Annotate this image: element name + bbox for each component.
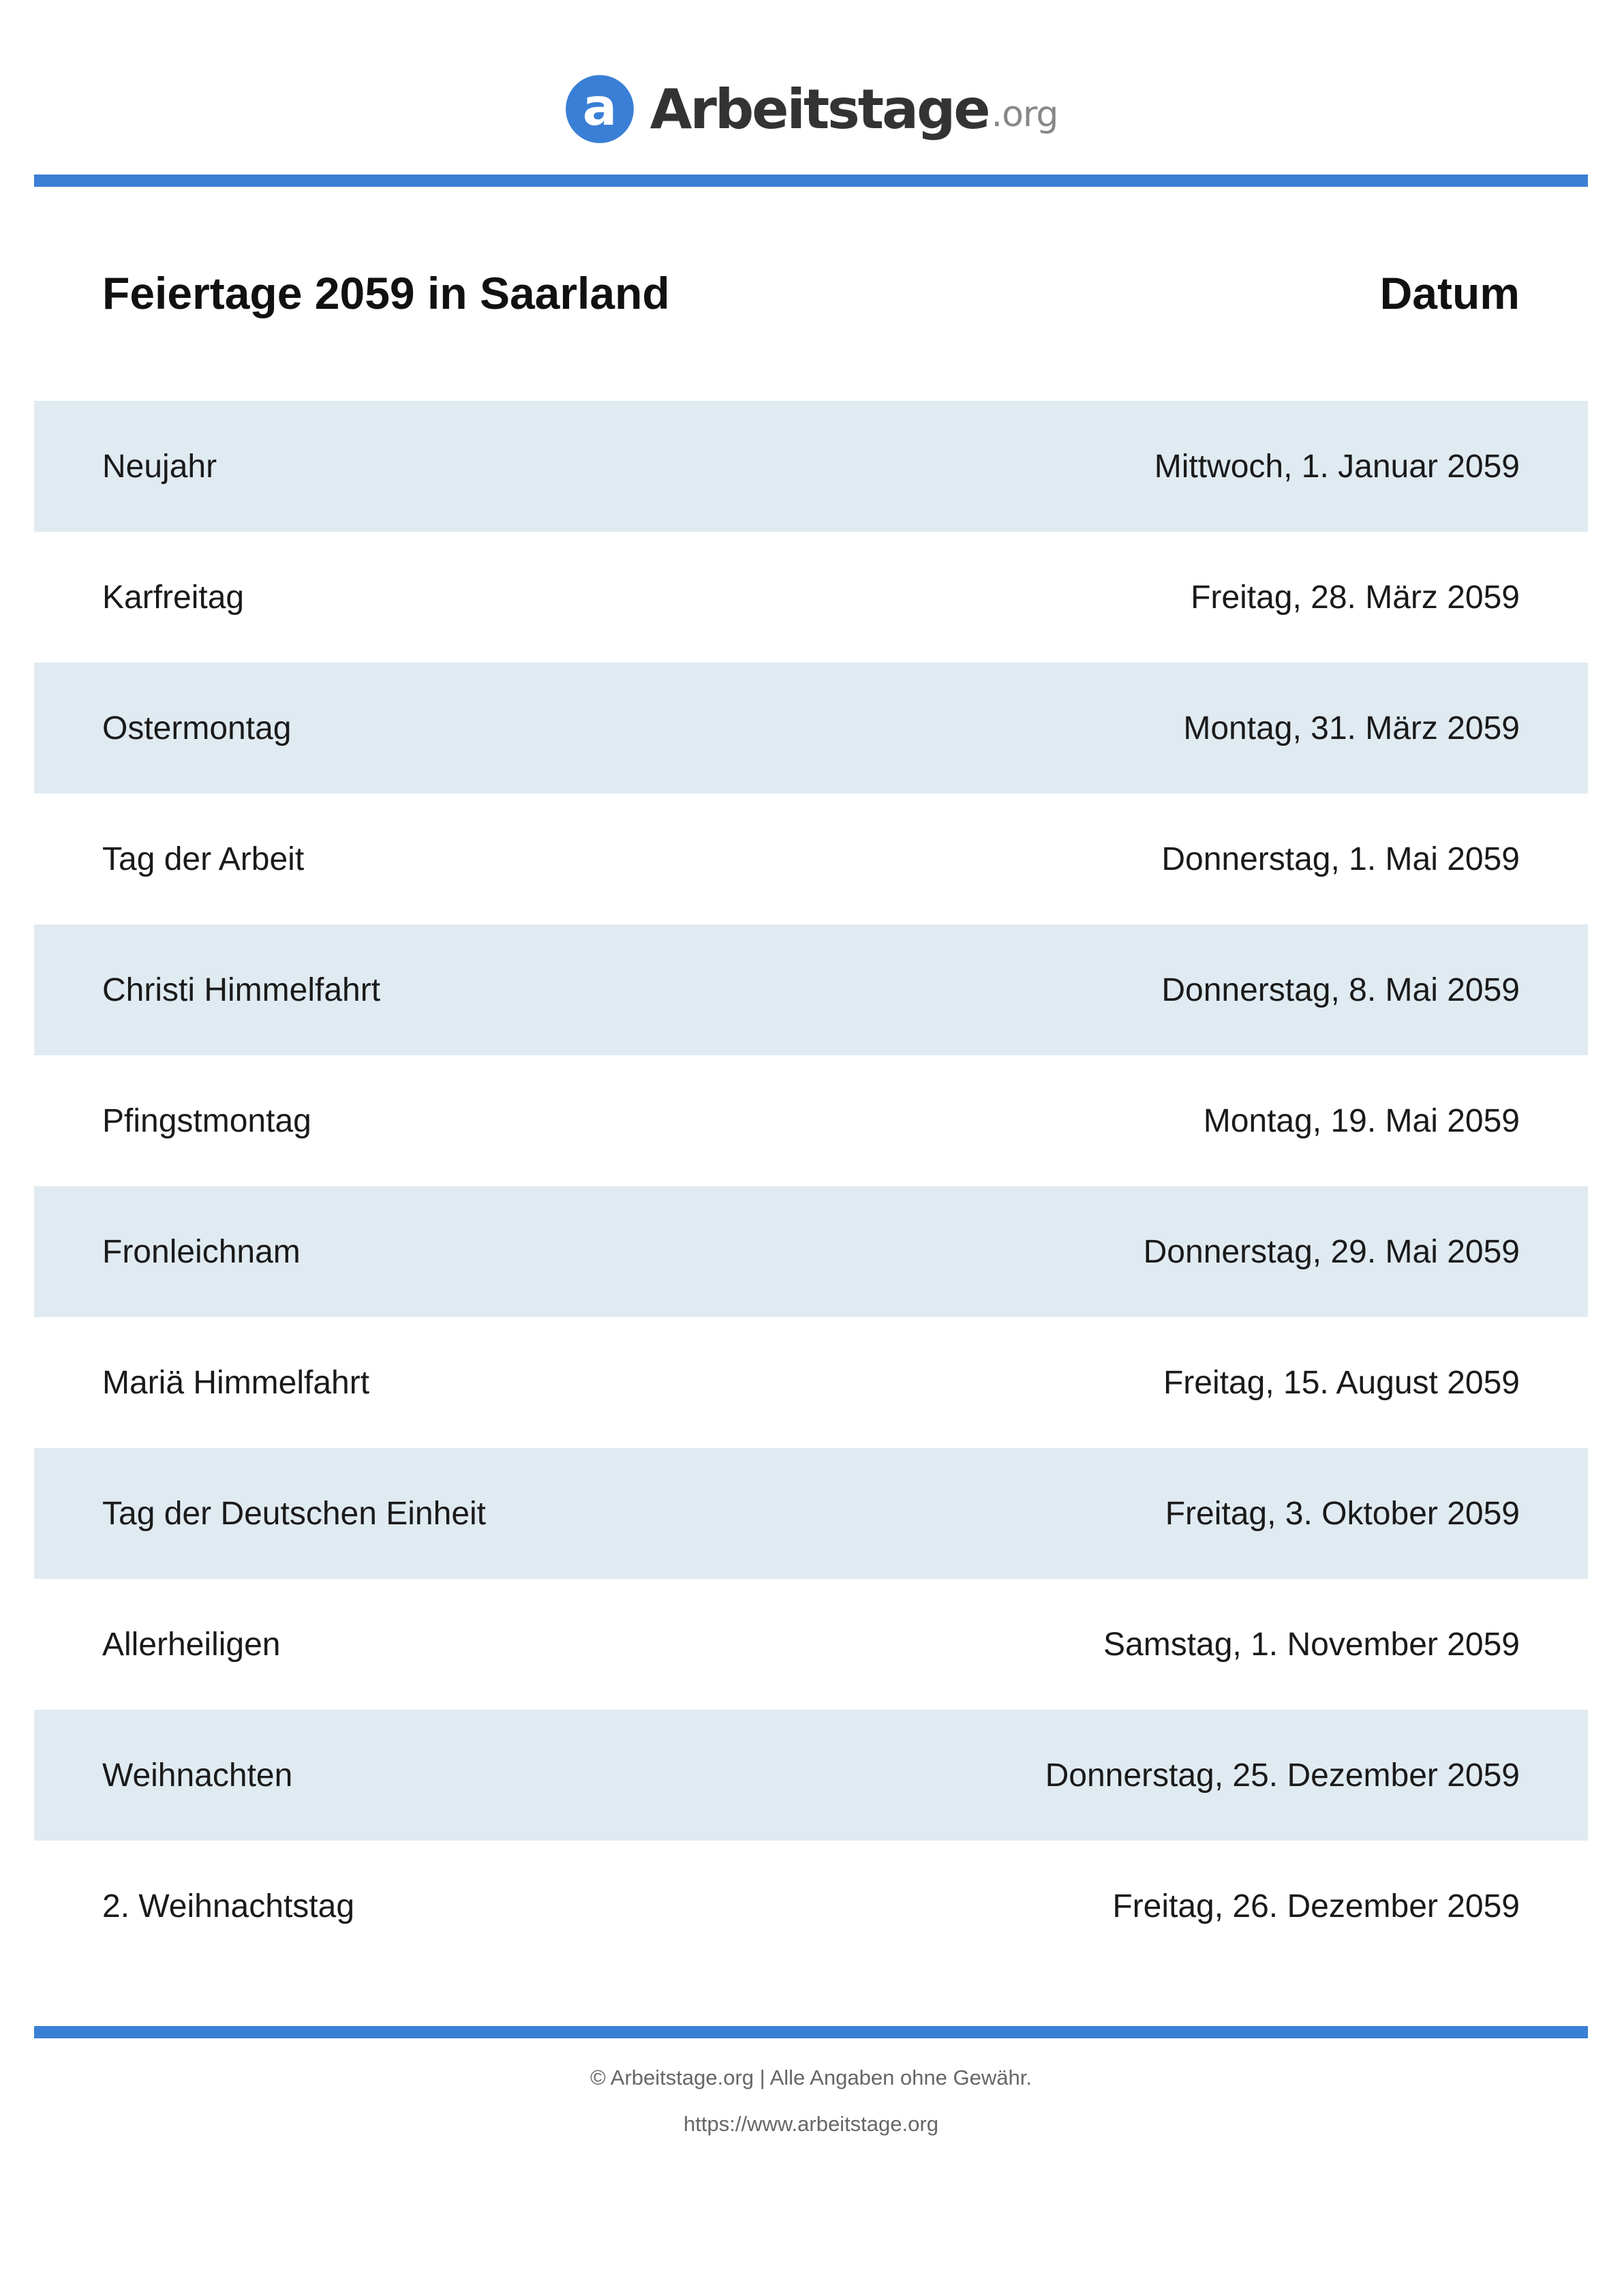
holiday-date: Donnerstag, 29. Mai 2059 [1143,1233,1520,1270]
table-row [34,401,1588,532]
at-sign-icon [564,74,635,145]
holiday-date: Freitag, 28. März 2059 [1191,579,1520,616]
holiday-name: Christi Himmelfahrt [102,971,381,1008]
logo [0,68,1622,150]
bottom-divider [34,2026,1588,2038]
table-row [34,924,1588,1055]
table-row [34,1317,1588,1448]
holiday-name: Weihnachten [102,1757,293,1794]
holiday-table [34,401,1588,1972]
holiday-date: Donnerstag, 1. Mai 2059 [1161,841,1520,877]
table-row [34,1579,1588,1710]
date-column-header: Datum [1379,268,1520,318]
holiday-date: Donnerstag, 8. Mai 2059 [1161,971,1520,1008]
footer-url[interactable]: https://www.arbeitstage.org [684,2112,938,2136]
table-header [34,252,1588,334]
holiday-date: Freitag, 3. Oktober 2059 [1165,1495,1520,1532]
table-row [34,663,1588,794]
table-row [34,1448,1588,1579]
holiday-name: Tag der Arbeit [102,841,305,877]
holiday-date: Montag, 31. März 2059 [1183,710,1520,746]
table-row [34,532,1588,663]
table-row [34,1710,1588,1841]
holiday-date: Samstag, 1. November 2059 [1103,1626,1520,1663]
footer-copyright: © Arbeitstage.org | Alle Angaben ohne Gewähr. [590,2066,1032,2089]
table-row [34,1841,1588,1972]
table-row [34,1055,1588,1186]
svg-text:a: a [582,77,617,137]
holiday-name: Tag der Deutschen Einheit [102,1495,487,1532]
holiday-date: Mittwoch, 1. Januar 2059 [1154,448,1520,485]
holiday-date: Montag, 19. Mai 2059 [1203,1102,1520,1139]
top-divider [34,175,1588,187]
holiday-date: Freitag, 15. August 2059 [1163,1364,1520,1401]
table-row [34,1186,1588,1317]
page-title: Feiertage 2059 in Saarland [102,268,670,318]
holiday-name: Pfingstmontag [102,1102,311,1139]
logo-suffix: .org [991,94,1058,135]
logo-group [564,74,1058,145]
holiday-name: 2. Weihnachtstag [102,1888,355,1924]
holiday-date: Freitag, 26. Dezember 2059 [1112,1888,1520,1924]
logo-text: Arbeitstage [649,77,989,141]
holiday-name: Neujahr [102,448,217,485]
table-row [34,794,1588,924]
holiday-name: Mariä Himmelfahrt [102,1364,370,1401]
holiday-date: Donnerstag, 25. Dezember 2059 [1045,1757,1520,1794]
holiday-name: Ostermontag [102,710,292,746]
holiday-name: Karfreitag [102,579,245,616]
holiday-name: Allerheiligen [102,1626,281,1663]
holiday-name: Fronleichnam [102,1233,301,1270]
